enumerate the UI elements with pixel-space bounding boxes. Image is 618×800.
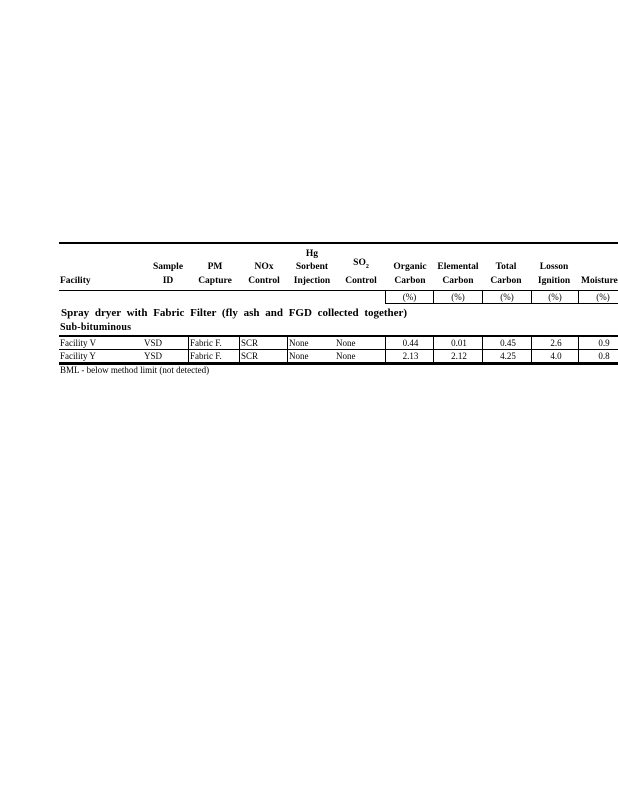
cell-elemental-carbon: 2.12 [433,350,483,362]
header-tc-line1: Total [495,262,517,272]
header-so2-text: SO [353,258,366,269]
cell-sample-id: VSD [144,338,163,348]
header-loss-on-ignition [531,261,577,288]
footnote: BML - below method limit (not detected) [60,365,210,375]
header-so2-subscript: 2 [365,264,369,270]
cell-pm-capture: Fabric F. [188,350,240,362]
cell-pm-capture: Fabric F. [188,337,240,349]
header-organic-carbon [387,261,433,288]
unit-loss-on-ignition: (%) [531,291,579,304]
cell-organic-carbon: 0.44 [385,337,434,349]
header-pm-capture [193,261,237,288]
header-sample-id-line2: ID [162,275,174,286]
cell-nox-control: SCR [239,337,288,349]
header-hg-line2: Sorbent [295,262,329,272]
header-moisture-label: Moisture [581,275,618,286]
cell-facility: Facility Y [60,351,96,361]
header-loi-line2: Ignition [537,275,571,286]
header-nox-line1: NOx [254,262,274,272]
table-header [59,244,618,290]
header-facility-label: Facility [60,275,91,286]
header-hg-line3: Injection [293,275,331,286]
units-row [59,291,618,305]
header-hg-sorbent [289,248,335,289]
header-total-carbon [486,261,526,288]
section-title: Spray dryer with Fabric Filter (fly ash and FGD collected together) [61,307,408,319]
table-row [59,350,618,363]
cell-loss-on-ignition: 2.6 [531,337,579,349]
unit-organic-carbon: (%) [385,291,434,304]
cell-total-carbon: 4.25 [482,350,532,362]
cell-facility: Facility V [60,338,97,348]
cell-loss-on-ignition: 4.0 [531,350,579,362]
header-sample-id-line1: Sample [152,262,184,272]
cell-hg-sorbent: None [287,337,335,349]
header-oc-line2: Carbon [394,275,426,286]
header-hg-line1: Hg [305,248,319,259]
unit-moisture: (%) [578,291,618,304]
cell-so2-control: None [336,338,356,348]
cell-elemental-carbon: 0.01 [433,337,483,349]
subsection-title: Sub-bituminous [60,322,132,333]
unit-total-carbon: (%) [482,291,532,304]
header-facility [60,275,91,289]
header-moisture [581,275,618,289]
header-oc-line1: Organic [393,262,427,272]
cell-sample-id: YSD [144,351,163,361]
header-so2-control [339,257,383,288]
header-ec-line2: Carbon [442,275,474,286]
header-ec-line1: Elemental [437,262,479,272]
header-loi-line1: Losson [539,262,569,272]
header-nox-control [242,261,286,288]
cell-moisture: 0.9 [578,337,618,349]
cell-hg-sorbent: None [287,350,335,362]
header-so2-line1 [339,257,383,274]
header-pm-line1: PM [207,262,223,272]
cell-moisture: 0.8 [578,350,618,362]
header-pm-line2: Capture [198,275,232,286]
cell-organic-carbon: 2.13 [385,350,434,362]
cell-total-carbon: 0.45 [482,337,532,349]
header-tc-line2: Carbon [490,275,522,286]
header-nox-line2: Control [248,275,280,286]
data-table [59,242,618,365]
unit-elemental-carbon: (%) [433,291,483,304]
cell-so2-control: None [336,351,356,361]
cell-nox-control: SCR [239,350,288,362]
header-sample-id [148,261,188,288]
header-elemental-carbon [433,261,483,288]
header-so2-line2: Control [345,275,377,286]
table-row [59,337,618,350]
